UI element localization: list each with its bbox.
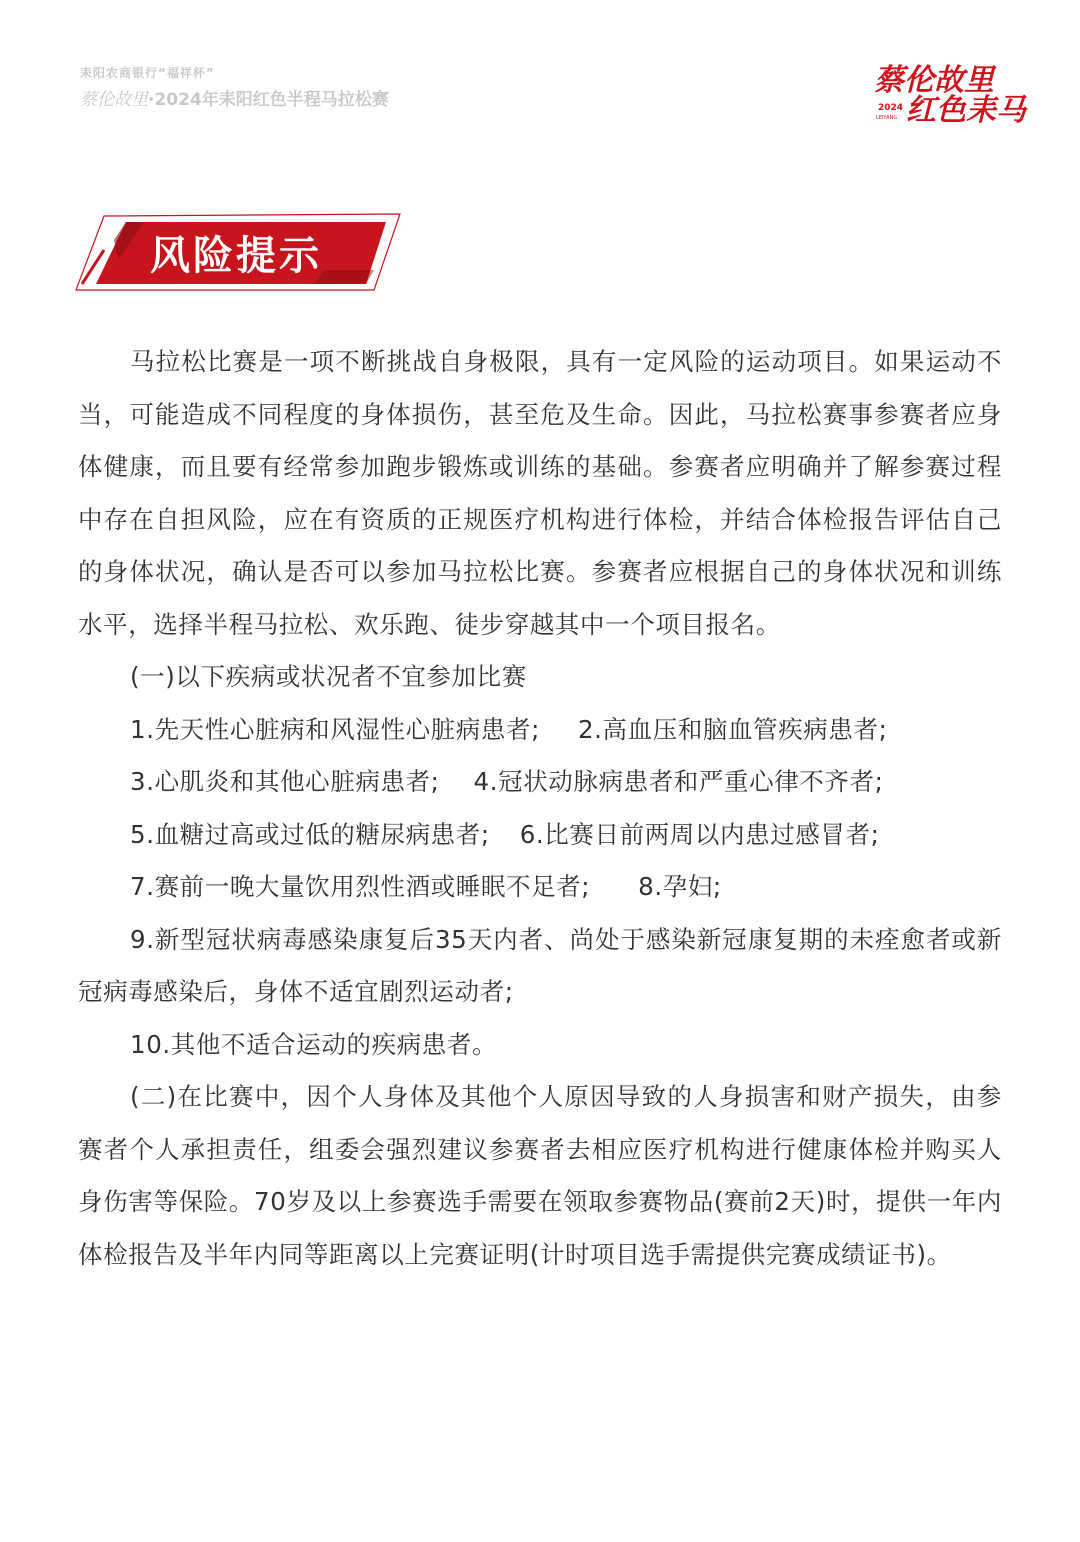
condition-item: 2.高血压和脑血管疾病患者;	[577, 714, 888, 744]
document-body	[78, 336, 1002, 1281]
text-line: 检并购买人身伤害等保险。70岁及以上参赛选手需要在领取参赛物品(赛前	[78, 1134, 1003, 1216]
event-title-line	[80, 85, 389, 110]
text-line: 者应根据自己的身体状况和训练水平，选择半程马拉松、欢乐跑、徒步穿越其	[78, 557, 1002, 639]
intro-paragraph	[78, 336, 1002, 651]
condition-item-9	[78, 914, 1002, 1019]
logo-sub: LEIYANG	[876, 115, 898, 121]
condition-item: 1.先天性心脏病和风湿性心脏病患者;	[130, 714, 540, 744]
condition-row	[78, 756, 1002, 809]
section-title: 风险提示	[150, 233, 322, 279]
text-line: 参赛者应身体健康，而且要有经常参加跑步锻炼或训练的基础。参赛者应明	[78, 399, 1003, 481]
text-line: 者或新冠病毒感染后，身体不适宜剧烈运动者;	[78, 924, 1002, 1006]
event-title: ·2024年耒阳红色半程马拉松赛	[148, 90, 389, 110]
condition-item: 6.比赛日前两周以内患过感冒者;	[519, 819, 880, 849]
text-line: 中一个项目报名。	[580, 609, 781, 639]
condition-item: 8.孕妇;	[638, 872, 722, 901]
condition-row	[78, 861, 1002, 914]
sponsor-line: 耒阳农商银行“福祥杯”	[80, 66, 215, 80]
text-line: 2天)时，提供一年内体检报告及半年内同等距离以上完赛证明(计时项目选	[78, 1187, 1002, 1269]
logo-year: 2024	[878, 103, 904, 113]
text-line: 马拉松比赛是一项不断挑战自身极限，具有一定风险的运动项目。如果	[130, 347, 926, 376]
text-line: 手需提供完赛成绩证书)。	[665, 1239, 952, 1269]
text-line: 确并了解参赛过程中存在自担风险，应在有资质的正规医疗机构进行体检，	[78, 452, 1002, 534]
condition-item: 5.血糖过高或过低的糖尿病患者;	[130, 819, 490, 849]
text-line: (二)在比赛中，因个人身体及其他个人原因导致的人身损害和财产损失，	[130, 1082, 952, 1111]
condition-row	[78, 704, 1002, 757]
condition-row	[78, 809, 1002, 862]
text-line: 9.新型冠状病毒感染康复后35天内者、尚处于感染新冠康复期的未痊愈	[130, 924, 926, 954]
logo-line1: 蔡伦故里	[874, 63, 994, 98]
section1-heading: (一)以下疾病或状况者不宜参加比赛	[130, 662, 527, 691]
condition-item: 3.心肌炎和其他心脏病患者;	[130, 767, 440, 796]
text-line: 由参赛者个人承担责任，组委会强烈建议参赛者去相应医疗机构进行健康体	[78, 1082, 1002, 1164]
condition-item-10: 10.其他不适合运动的疾病患者。	[130, 1029, 498, 1059]
text-line: 并结合体检报告评估自己的身体状况，确认是否可以参加马拉松比赛。参赛	[78, 504, 1002, 586]
section2-paragraph	[78, 1071, 1002, 1281]
condition-item: 4.冠状动脉病患者和严重心律不齐者;	[473, 767, 884, 796]
logo-line2: 红色耒马	[906, 93, 1026, 128]
text-line: 运动不当，可能造成不同程度的身体损伤，甚至危及生命。因此，马拉松赛事	[78, 347, 1002, 429]
event-script-text: 蔡伦故里	[80, 90, 148, 110]
condition-item: 7.赛前一晚大量饮用烈性酒或睡眠不足者;	[130, 872, 591, 901]
event-logo	[872, 60, 1026, 128]
event-header	[80, 64, 389, 110]
